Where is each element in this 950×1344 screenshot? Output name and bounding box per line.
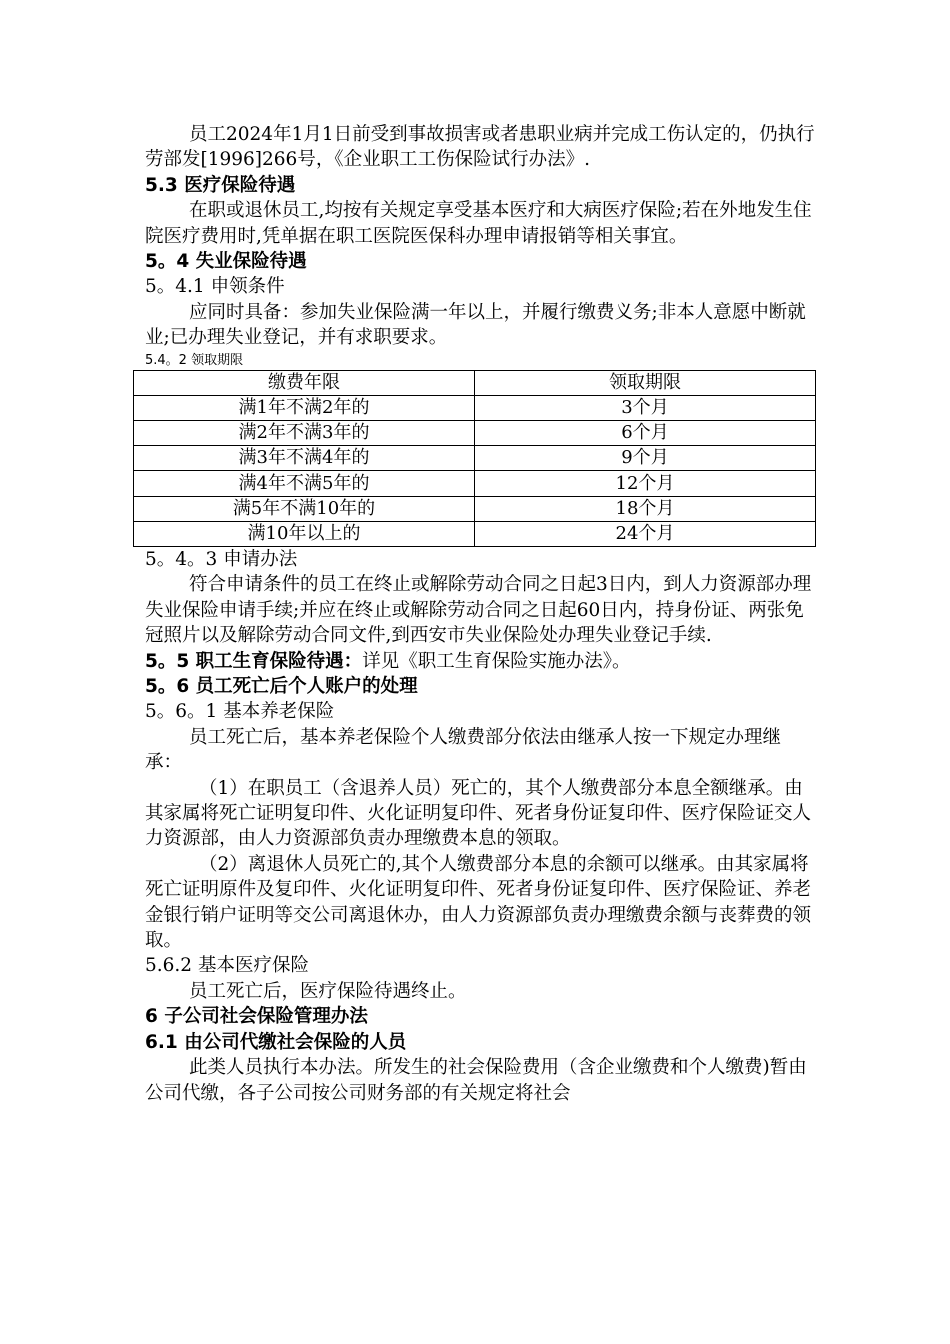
table-row <box>134 496 816 521</box>
paragraph-work-injury: 员工2024年1月1日前受到事故损害或者患职业病并完成工伤认定的，仍执行劳部发[1996]266号，《企业职工工伤保险试行办法》. <box>145 124 815 171</box>
heading-5-5-title: 5。5 职工生育保险待遇： <box>145 650 363 672</box>
table-row <box>134 421 816 446</box>
table-cell: 3个月 <box>475 395 816 420</box>
table-row <box>134 446 816 471</box>
table-row <box>134 395 816 420</box>
heading-5-6-2: 5.6.2 基本医疗保险 <box>145 955 309 977</box>
heading-6-1: 6.1 由公司代缴社会保险的人员 <box>145 1031 407 1053</box>
table-cell: 满10年以上的 <box>134 521 475 546</box>
document-content <box>145 122 815 1106</box>
heading-5-5-body: 详见《职工生育保险实施办法》。 <box>362 650 631 672</box>
paragraph-conditions: 应同时具备：参加失业保险满一年以上，并履行缴费义务;非本人意愿中断就业;已办理失业登记，并有求职要求。 <box>145 301 806 349</box>
table-cell: 18个月 <box>475 496 816 521</box>
heading-5-6-1: 5。6。1 基本养老保险 <box>145 701 335 723</box>
paragraph-medical: 在职或退休员工,均按有关规定享受基本医疗和大病医疗保险;若在外地发生住院医疗费用时,凭单据在职工医院医保科办理申请报销等相关事宜。 <box>145 200 812 247</box>
table-cell: 24个月 <box>475 521 816 546</box>
heading-5-3: 5.3 医疗保险待遇 <box>145 174 296 196</box>
table-cell: 满1年不满2年的 <box>134 395 475 420</box>
paragraph-pension-item-1: （1）在职员工（含退养人员）死亡的，其个人缴费部分本息全额继承。由其家属将死亡证明复印件、火化证明复印件、死者身份证复印件、医疗保险证交人力资源部，由人力资源部负责办理缴费本息的领取。 <box>145 777 812 850</box>
table-cell: 6个月 <box>475 421 816 446</box>
heading-5-4-1: 5。4.1 申领条件 <box>145 276 285 298</box>
heading-6: 6 子公司社会保险管理办法 <box>145 1006 368 1028</box>
paragraph-application: 符合申请条件的员工在终止或解除劳动合同之日起3日内，到人力资源部办理失业保险申请手续;并应在终止或解除劳动合同之日起60日内，持身份证、两张免冠照片以及解除劳动合同文件,到西安市失业保险处办理失业登记手续. <box>145 574 812 647</box>
table-row <box>134 521 816 546</box>
table-cell: 满4年不满5年的 <box>134 471 475 496</box>
table-cell: 12个月 <box>475 471 816 496</box>
paragraph-subsidiary: 此类人员执行本办法。所发生的社会保险费用（含企业缴费和个人缴费)暂由公司代缴，各子公司按公司财务部的有关规定将社会 <box>145 1057 807 1104</box>
paragraph-pension-item-2: （2）离退休人员死亡的,其个人缴费部分本息的余额可以继承。由其家属将死亡证明原件及复印件、火化证明复印件、死者身份证复印件、医疗保险证、养老金银行销户证明等交公司离退休办，由人力资源部负责办理缴费余额与丧葬费的领取。 <box>145 853 812 952</box>
heading-5-6: 5。6 员工死亡后个人账户的处理 <box>145 676 418 697</box>
paragraph-pension: 员工死亡后，基本养老保险个人缴费部分依法由继承人按一下规定办理继承： <box>145 726 782 774</box>
heading-5-5 <box>145 649 815 674</box>
table-header-cell: 缴费年限 <box>134 370 475 395</box>
table-cell: 满2年不满3年的 <box>134 421 475 446</box>
benefit-period-table <box>133 370 816 547</box>
table-header-cell: 领取期限 <box>475 370 816 395</box>
table-cell: 满3年不满4年的 <box>134 446 475 471</box>
table-cell: 满5年不满10年的 <box>134 496 475 521</box>
paragraph-medical-end: 员工死亡后，医疗保险待遇终止。 <box>189 980 467 1002</box>
table-header-row <box>134 370 816 395</box>
heading-5-4-2: 5.4。2 领取期限 <box>145 352 244 368</box>
heading-5-4: 5。4 失业保险待遇 <box>145 251 307 273</box>
table-cell: 9个月 <box>475 446 816 471</box>
heading-5-4-3: 5。4。3 申请办法 <box>145 548 298 570</box>
table-row <box>134 471 816 496</box>
